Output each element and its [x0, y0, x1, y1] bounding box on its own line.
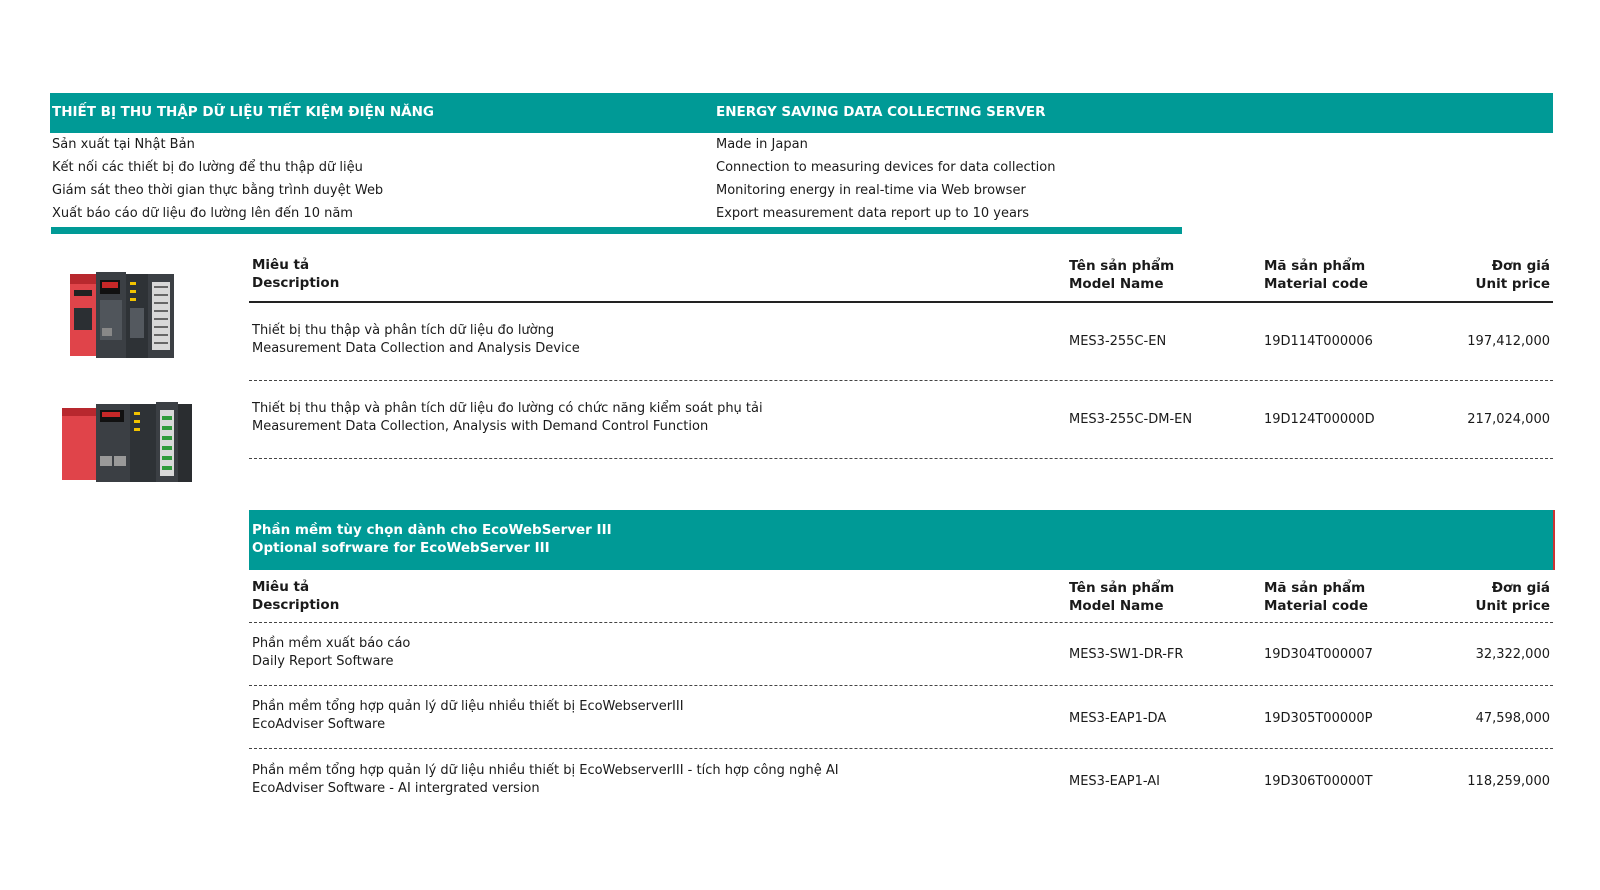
col-header-price-vi: Đơn giá: [1491, 258, 1550, 274]
row-model: MES3-EAP1-DA: [1069, 711, 1167, 726]
row-material: 19D124T00000D: [1264, 412, 1375, 427]
row-description: [252, 762, 839, 798]
col-header-description-en: Description: [252, 597, 340, 613]
row-description-en: Daily Report Software: [252, 654, 394, 669]
table-header-divider: [249, 622, 1553, 623]
row-price: 217,024,000: [1467, 412, 1550, 427]
col-header-model-en: Model Name: [1069, 598, 1164, 614]
col-header-material-vi: Mã sản phẩm: [1264, 258, 1366, 274]
row-description: [252, 635, 410, 671]
col-header-model: [1069, 257, 1174, 293]
row-description-vi: Thiết bị thu thập và phân tích dữ liệu đo lường có chức năng kiểm soát phụ tải: [252, 401, 763, 416]
row-model: MES3-EAP1-AI: [1069, 774, 1160, 789]
feature-en: Made in Japan: [716, 137, 808, 152]
feature-en: Connection to measuring devices for data collection: [716, 160, 1056, 175]
col-header-price-en: Unit price: [1475, 276, 1550, 292]
col-header-price-en: Unit price: [1475, 598, 1550, 614]
col-header-material-en: Material code: [1264, 598, 1368, 614]
row-model: MES3-255C-DM-EN: [1069, 412, 1193, 427]
col-header-material-vi: Mã sản phẩm: [1264, 580, 1366, 596]
device-image-mes3-255c-dm: [58, 398, 196, 486]
row-divider: [249, 380, 1553, 381]
row-description: [252, 322, 580, 358]
row-description-en: Measurement Data Collection, Analysis with Demand Control Function: [252, 419, 709, 434]
row-material: 19D304T000007: [1264, 647, 1373, 662]
row-price: 47,598,000: [1475, 711, 1550, 726]
col-header-material: [1264, 257, 1368, 293]
col-header-model-en: Model Name: [1069, 276, 1164, 292]
feature-vi: Kết nối các thiết bị đo lường để thu thập dữ liệu: [52, 160, 363, 175]
row-description: [252, 698, 684, 734]
row-description-vi: Phần mềm tổng hợp quản lý dữ liệu nhiều thiết bị EcoWebserverIII - tích hợp công nghệ AI: [252, 763, 839, 778]
row-price: 118,259,000: [1467, 774, 1550, 789]
row-description: [252, 400, 763, 436]
col-header-description-en: Description: [252, 275, 340, 291]
col-header-material: [1264, 579, 1368, 615]
row-divider: [249, 685, 1553, 686]
feature-divider-bar: [51, 227, 1182, 234]
header-title-vi: THIẾT BỊ THU THẬP DỮ LIỆU TIẾT KIỆM ĐIỆN NĂNG: [52, 104, 434, 120]
row-price: 197,412,000: [1467, 334, 1550, 349]
col-header-price: [1390, 257, 1550, 293]
row-description-vi: Phần mềm xuất báo cáo: [252, 636, 411, 651]
feature-en: Export measurement data report up to 10 years: [716, 206, 1030, 221]
row-description-en: Measurement Data Collection and Analysis Device: [252, 341, 580, 356]
feature-vi: Sản xuất tại Nhật Bản: [52, 137, 195, 152]
row-description-en: EcoAdviser Software - AI intergrated version: [252, 781, 540, 796]
col-header-material-en: Material code: [1264, 276, 1368, 292]
row-model: MES3-SW1-DR-FR: [1069, 647, 1184, 662]
feature-vi: Giám sát theo thời gian thực bằng trình duyệt Web: [52, 183, 384, 198]
col-header-description: [252, 578, 339, 614]
table-header-divider: [249, 301, 1553, 303]
col-header-price-vi: Đơn giá: [1491, 580, 1550, 596]
row-material: 19D305T00000P: [1264, 711, 1373, 726]
device-image-mes3-255c: [62, 268, 182, 368]
row-material: 19D114T000006: [1264, 334, 1373, 349]
header-title-en: ENERGY SAVING DATA COLLECTING SERVER: [716, 104, 1046, 120]
row-description-en: EcoAdviser Software: [252, 717, 386, 732]
row-model: MES3-255C-EN: [1069, 334, 1167, 349]
feature-vi: Xuất báo cáo dữ liệu đo lường lên đến 10 năm: [52, 206, 353, 221]
col-header-model: [1069, 579, 1174, 615]
row-divider: [249, 748, 1553, 749]
row-material: 19D306T00000T: [1264, 774, 1373, 789]
col-header-description-vi: Miêu tả: [252, 257, 310, 273]
row-price: 32,322,000: [1475, 647, 1550, 662]
col-header-description: [252, 256, 339, 292]
col-header-description-vi: Miêu tả: [252, 579, 310, 595]
feature-en: Monitoring energy in real-time via Web browser: [716, 183, 1026, 198]
row-divider: [249, 458, 1553, 459]
col-header-model-vi: Tên sản phẩm: [1069, 258, 1175, 274]
col-header-model-vi: Tên sản phẩm: [1069, 580, 1175, 596]
software-section-title-vi: Phần mềm tùy chọn dành cho EcoWebServer III: [252, 522, 612, 538]
row-description-vi: Phần mềm tổng hợp quản lý dữ liệu nhiều thiết bị EcoWebserverIII: [252, 699, 684, 714]
col-header-price: [1390, 579, 1550, 615]
software-section-title: [252, 521, 612, 557]
row-description-vi: Thiết bị thu thập và phân tích dữ liệu đo lường: [252, 323, 555, 338]
software-section-title-en: Optional sofrware for EcoWebServer III: [252, 540, 550, 556]
